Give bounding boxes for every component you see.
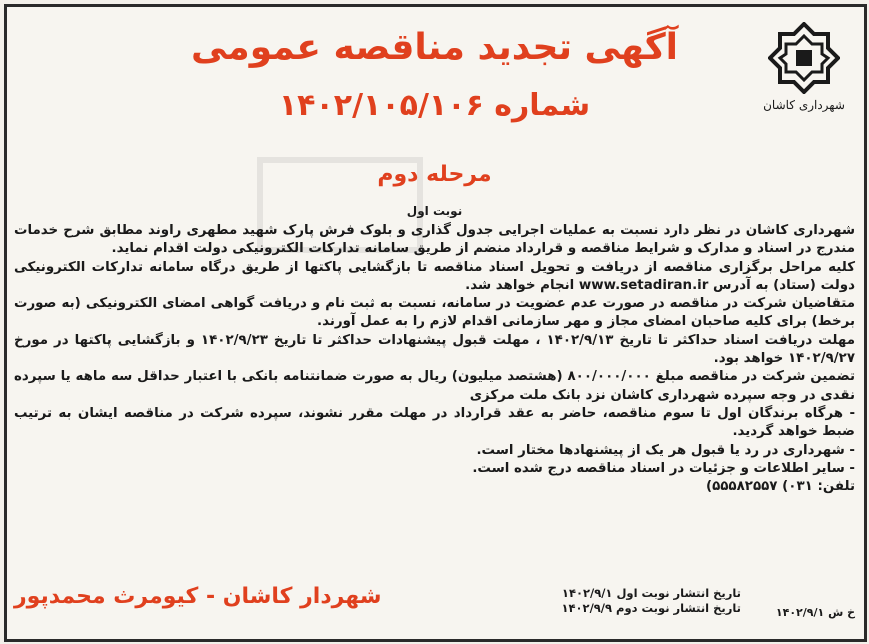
publish-date-first: تاریخ انتشار نوبت اول ۱۴۰۲/۹/۱ bbox=[561, 586, 741, 600]
paragraph-procedure: کلیه مراحل برگزاری مناقصه از دریافت و تحویل اسناد مناقصه تا بازگشایی پاکتها از طریق درگاه سامانه تدارکات الکترونیکی دولت (ستاد) به آدرس www.setadiran.ir انجام خواهد شد. bbox=[14, 259, 855, 293]
paragraph-details: - سایر اطلاعات و جزئیات در اسناد مناقصه درج شده است. bbox=[472, 460, 855, 476]
paragraph-rights: - شهرداری در رد یا قبول هر یک از پیشنهادها مختار است. bbox=[476, 442, 855, 458]
reference-code: خ ش ۱۴۰۲/۹/۱ bbox=[775, 606, 855, 619]
paragraph-guarantee: تضمین شرکت در مناقصه مبلغ ۸۰۰/۰۰۰/۰۰۰ (هشتصد میلیون) ریال به صورت ضمانتنامه بانکی با اعتبار حداقل سه ماهه یا سپرده نقدی در وجه سپرده شهرداری کاشان نزد بانک ملت مرکزی bbox=[14, 369, 855, 403]
announcement-body bbox=[14, 222, 855, 496]
paragraph-registration: متقاضیان شرکت در مناقصه در صورت عدم عضویت در سامانه، نسبت به ثبت نام و دریافت گواهی امضای الکترونیکی (به صورت برخط) برای کلیه صاحبان امضای مجاز و مهر سازمانی اقدام لازم را به عمل آورند. bbox=[14, 296, 855, 330]
publication-round: نوبت اول bbox=[406, 204, 463, 218]
paragraph-phone: تلفن: ۰۳۱) ۵۵۵۸۲۵۵۷) bbox=[705, 479, 855, 495]
paragraph-intro: شهرداری کاشان در نظر دارد نسبت به عملیات اجرایی جدول گذاری و بلوک فرش پارک شهید مطهری راوند مطابق شرح خدمات مندرج در اسناد و مدارک و شرایط مناقصه و قرارداد منضم از طریق سامانه تدارکات الکترونیکی دولت اقدام نماید. bbox=[14, 223, 855, 257]
tender-number: شماره ۱۴۰۲/۱۰۵/۱۰۶ bbox=[278, 88, 591, 123]
publication-dates bbox=[562, 586, 742, 616]
logo-caption: شهرداری کاشان bbox=[763, 98, 845, 112]
paragraph-forfeit: - هرگاه برندگان اول تا سوم مناقصه، حاضر به عقد قرارداد در مهلت مقرر نشوند، سپرده شرکت در مناقصه ایشان به ترتیب ضبط خواهد گردید. bbox=[14, 405, 855, 440]
paragraph-deadlines: مهلت دریافت اسناد حداکثر تا تاریخ ۱۴۰۲/۹/۱۳ ، مهلت قبول پیشنهادات حداکثر تا تاریخ ۱۴۰۲/۹/۲۳ و بازگشایی پاکتها در مورخ ۱۴۰۲/۹/۲۷ خواهد بود. bbox=[14, 332, 856, 367]
tender-stage: مرحله دوم bbox=[377, 162, 492, 187]
publish-date-second: تاریخ انتشار نوبت دوم ۱۴۰۲/۹/۹ bbox=[561, 601, 741, 615]
announcement-title: آگهی تجدید مناقصه عمومی bbox=[190, 27, 679, 68]
kashan-municipality-logo bbox=[759, 22, 849, 132]
mayor-signature: شهردار کاشان - کیومرث محمدپور bbox=[14, 584, 382, 609]
logo-emblem-icon bbox=[768, 22, 840, 94]
